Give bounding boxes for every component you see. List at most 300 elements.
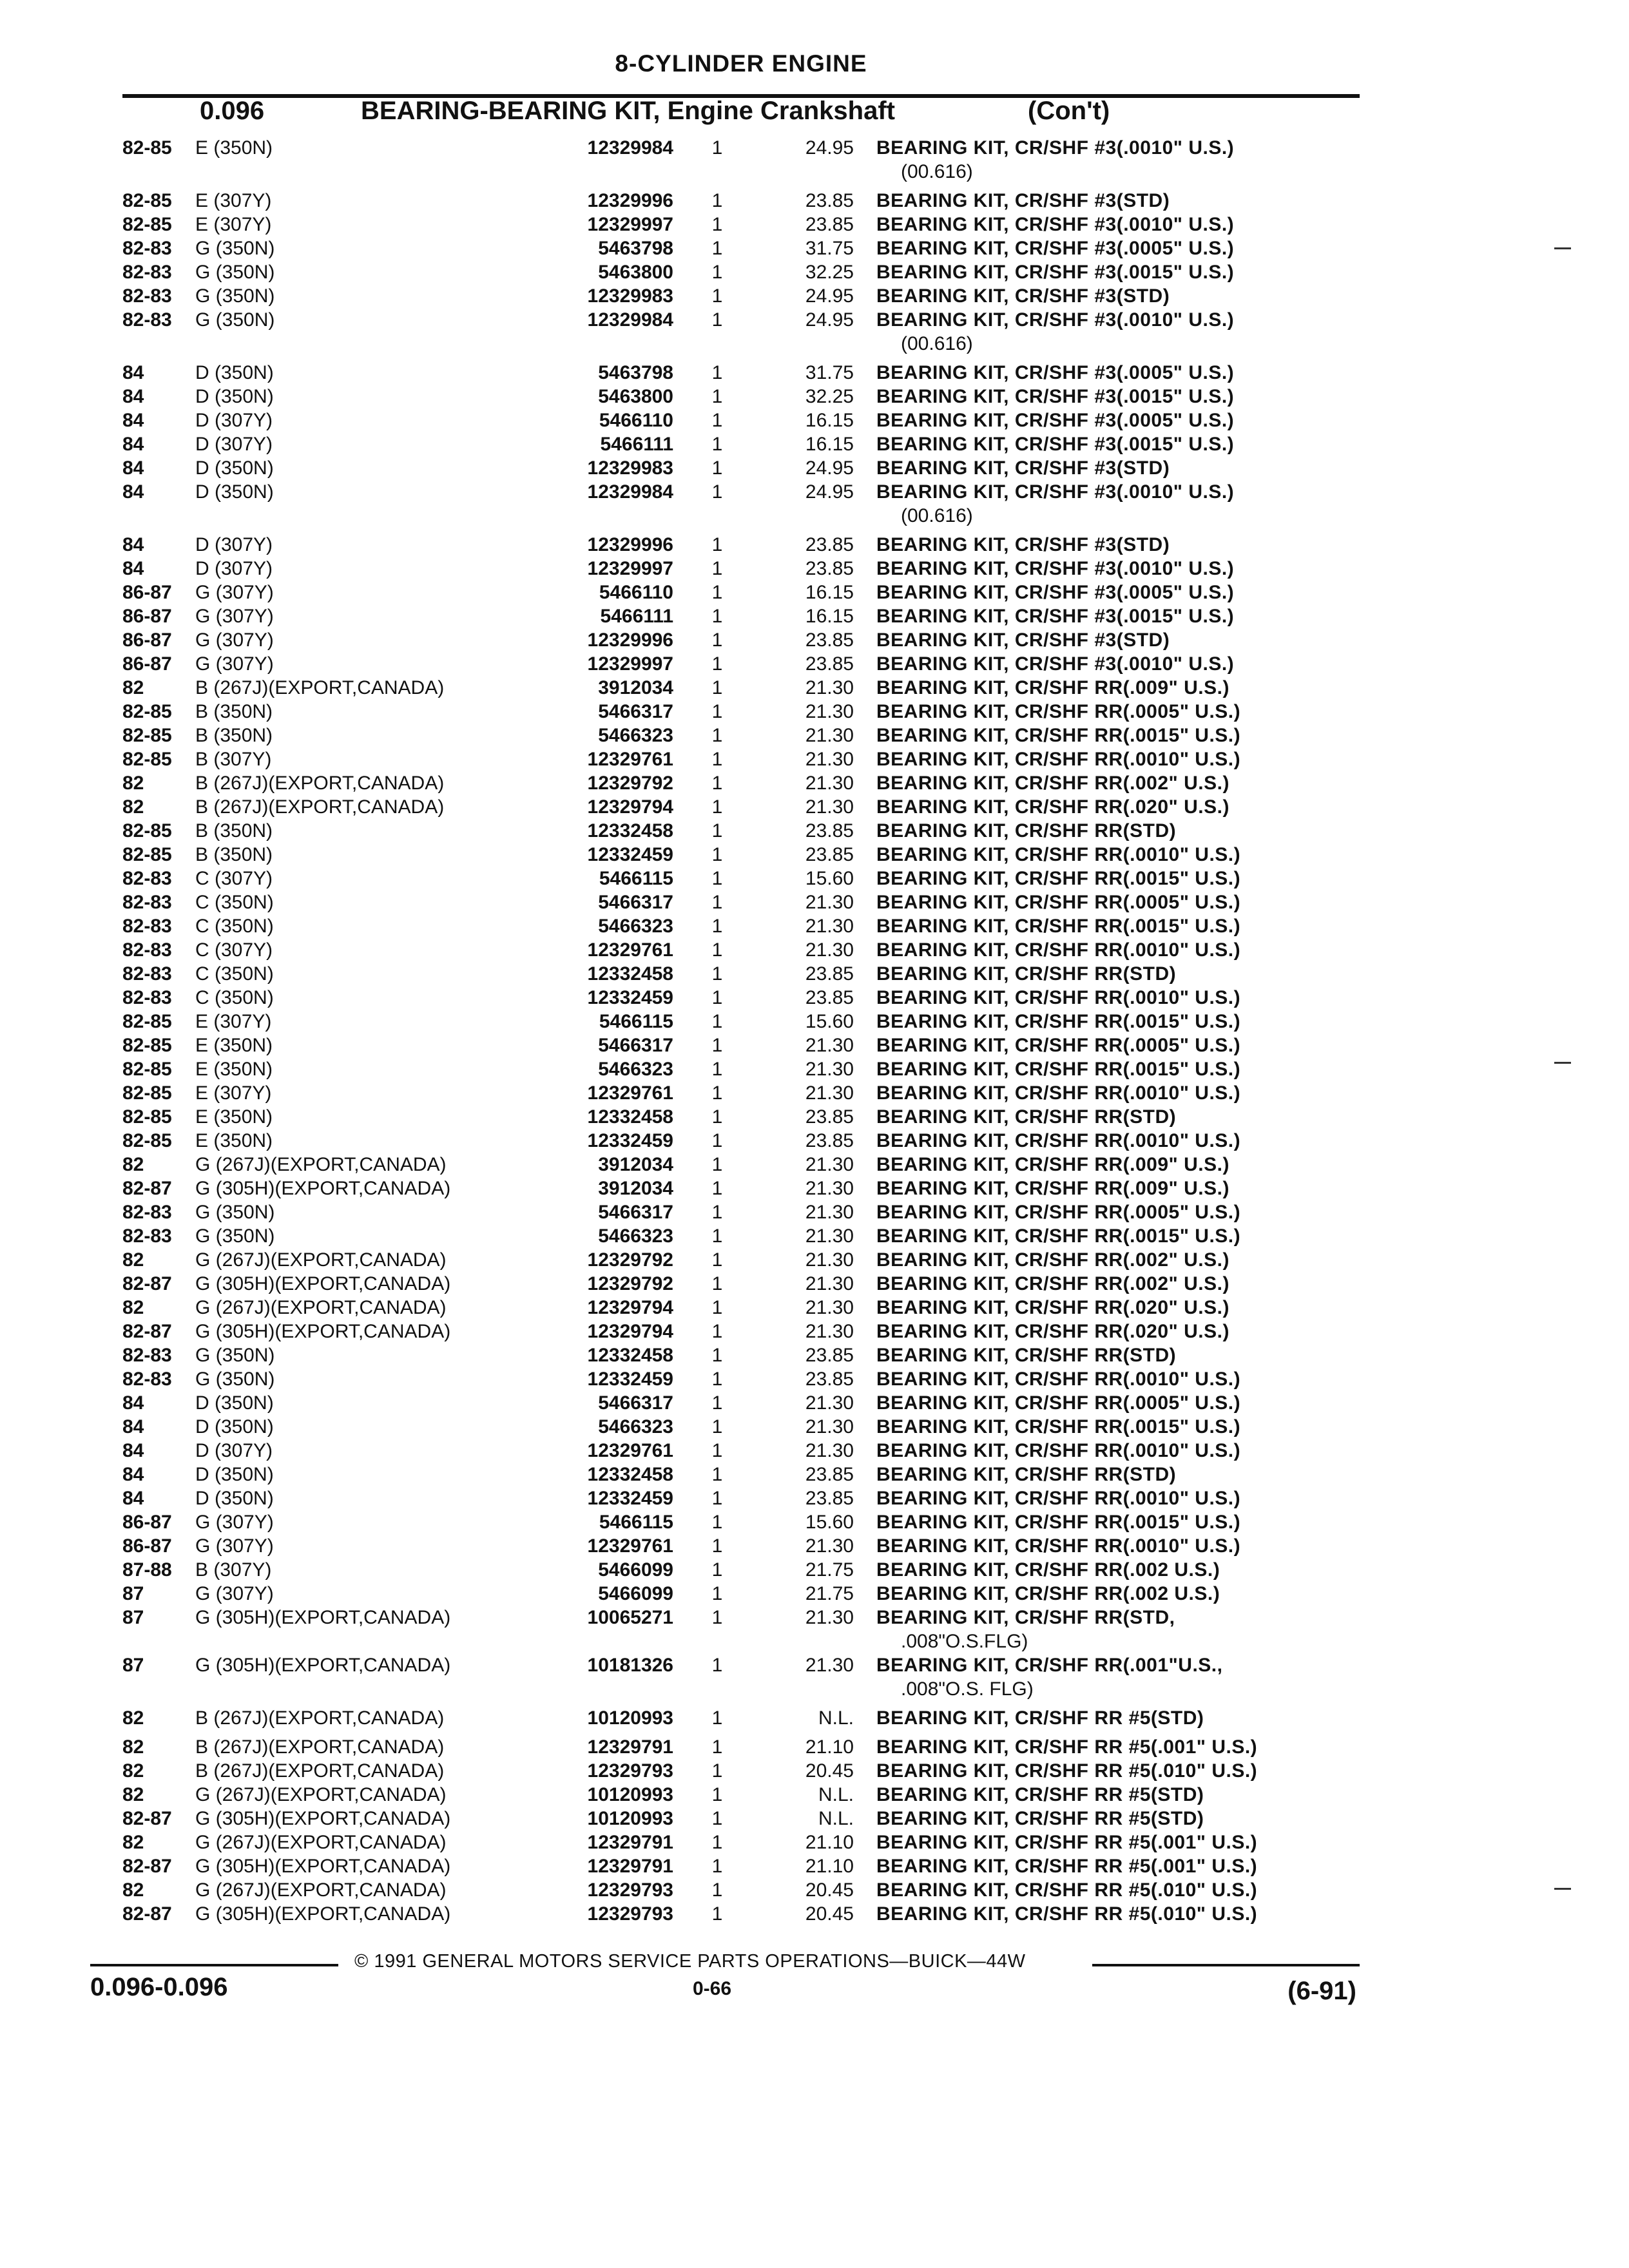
part-number: 5466115 bbox=[599, 1011, 673, 1032]
price: 21.30 bbox=[805, 1392, 854, 1414]
quantity: 1 bbox=[711, 1440, 723, 1461]
application: C (307Y) bbox=[195, 939, 273, 961]
quantity: 1 bbox=[711, 1559, 723, 1581]
part-number: 10120993 bbox=[587, 1808, 673, 1829]
price: 24.95 bbox=[805, 481, 854, 503]
model-year: 82-87 bbox=[122, 1808, 172, 1829]
part-description: BEARING KIT, CR/SHF RR(STD) bbox=[876, 1464, 1177, 1485]
part-description: BEARING KIT, CR/SHF RR #5(.001" U.S.) bbox=[876, 1736, 1258, 1758]
table-row bbox=[0, 386, 1629, 410]
price: 21.30 bbox=[805, 1416, 854, 1437]
part-description: BEARING KIT, CR/SHF RR(.0005" U.S.) bbox=[876, 892, 1241, 913]
section-range: 0.096-0.096 bbox=[90, 1973, 228, 2001]
part-number: 12332459 bbox=[587, 844, 673, 865]
quantity: 1 bbox=[711, 653, 723, 675]
part-description: BEARING KIT, CR/SHF RR #5(.001" U.S.) bbox=[876, 1832, 1258, 1853]
part-description: BEARING KIT, CR/SHF RR(.0010" U.S.) bbox=[876, 1440, 1241, 1461]
quantity: 1 bbox=[711, 1178, 723, 1199]
part-description: BEARING KIT, CR/SHF RR(.0015" U.S.) bbox=[876, 868, 1241, 889]
quantity: 1 bbox=[711, 190, 723, 211]
table-row bbox=[0, 1879, 1629, 1903]
table-row bbox=[0, 457, 1629, 481]
part-number: 5466317 bbox=[598, 1202, 673, 1223]
application: C (350N) bbox=[195, 916, 274, 937]
application: G (267J)(EXPORT,CANADA) bbox=[195, 1154, 447, 1175]
part-number: 12329984 bbox=[587, 137, 673, 159]
quantity: 1 bbox=[711, 916, 723, 937]
price: 16.15 bbox=[805, 410, 854, 431]
part-description: BEARING KIT, CR/SHF RR #5(.001" U.S.) bbox=[876, 1856, 1258, 1877]
model-year: 82 bbox=[122, 1297, 144, 1318]
table-row bbox=[0, 1808, 1629, 1832]
application: D (307Y) bbox=[195, 410, 273, 431]
application: E (307Y) bbox=[195, 190, 272, 211]
margin-mark bbox=[1554, 1062, 1571, 1064]
model-year: 82-85 bbox=[122, 725, 172, 746]
price: 23.85 bbox=[805, 1130, 854, 1151]
part-number: 12332459 bbox=[587, 1488, 673, 1509]
table-row bbox=[0, 1707, 1629, 1731]
application: G (267J)(EXPORT,CANADA) bbox=[195, 1297, 447, 1318]
application: G (350N) bbox=[195, 238, 275, 259]
page-footer bbox=[90, 1946, 1360, 2023]
part-number: 5466323 bbox=[598, 725, 673, 746]
part-number: 12329761 bbox=[587, 749, 673, 770]
model-year: 84 bbox=[122, 362, 144, 383]
part-description: BEARING KIT, CR/SHF RR(STD) bbox=[876, 1106, 1177, 1128]
part-number: 12329792 bbox=[587, 773, 673, 794]
model-year: 84 bbox=[122, 386, 144, 407]
quantity: 1 bbox=[711, 868, 723, 889]
application: E (307Y) bbox=[195, 1082, 272, 1104]
part-number: 12329791 bbox=[587, 1832, 673, 1853]
price: 21.30 bbox=[805, 701, 854, 722]
part-number: 5466099 bbox=[598, 1559, 673, 1581]
application: C (307Y) bbox=[195, 868, 273, 889]
table-row bbox=[0, 796, 1629, 820]
quantity: 1 bbox=[711, 1249, 723, 1271]
table-row bbox=[0, 1535, 1629, 1559]
application: D (350N) bbox=[195, 481, 274, 503]
quantity: 1 bbox=[711, 534, 723, 555]
part-description: BEARING KIT, CR/SHF #3(.0015" U.S.) bbox=[876, 434, 1235, 455]
application: B (267J)(EXPORT,CANADA) bbox=[195, 1736, 445, 1758]
quantity: 1 bbox=[711, 1416, 723, 1437]
application: G (307Y) bbox=[195, 653, 274, 675]
part-description: BEARING KIT, CR/SHF RR(.0015" U.S.) bbox=[876, 1225, 1241, 1247]
application: D (307Y) bbox=[195, 534, 273, 555]
model-year: 82-85 bbox=[122, 701, 172, 722]
model-year: 82-87 bbox=[122, 1273, 172, 1294]
model-year: 82-85 bbox=[122, 137, 172, 159]
part-description: BEARING KIT, CR/SHF RR(.0005" U.S.) bbox=[876, 1202, 1241, 1223]
part-description: BEARING KIT, CR/SHF RR(.0010" U.S.) bbox=[876, 1488, 1241, 1509]
part-description: BEARING KIT, CR/SHF RR(.002" U.S.) bbox=[876, 1249, 1229, 1271]
part-description: BEARING KIT, CR/SHF RR(.0010" U.S.) bbox=[876, 844, 1241, 865]
price: 23.85 bbox=[805, 1488, 854, 1509]
table-row bbox=[0, 214, 1629, 238]
price: 23.85 bbox=[805, 214, 854, 235]
part-description: BEARING KIT, CR/SHF RR(STD) bbox=[876, 820, 1177, 841]
application: G (350N) bbox=[195, 1345, 275, 1366]
model-year: 82-85 bbox=[122, 190, 172, 211]
part-number: 5466317 bbox=[598, 701, 673, 722]
part-number: 12329794 bbox=[587, 1321, 673, 1342]
model-year: 82 bbox=[122, 1154, 144, 1175]
part-number: 12329794 bbox=[587, 796, 673, 818]
quantity: 1 bbox=[711, 1808, 723, 1829]
price: 23.85 bbox=[805, 987, 854, 1008]
table-row bbox=[0, 285, 1629, 309]
table-row-continuation bbox=[0, 1631, 1629, 1655]
quantity: 1 bbox=[711, 1903, 723, 1925]
table-row bbox=[0, 238, 1629, 262]
table-row bbox=[0, 1035, 1629, 1059]
application: G (350N) bbox=[195, 309, 275, 331]
part-number: 12329792 bbox=[587, 1249, 673, 1271]
part-description-continued: .008"O.S.FLG) bbox=[901, 1631, 1028, 1652]
quantity: 1 bbox=[711, 1035, 723, 1056]
quantity: 1 bbox=[711, 963, 723, 985]
quantity: 1 bbox=[711, 1345, 723, 1366]
part-description: BEARING KIT, CR/SHF RR(.0010" U.S.) bbox=[876, 1130, 1241, 1151]
model-year: 82-83 bbox=[122, 309, 172, 331]
margin-mark bbox=[1554, 1888, 1571, 1890]
model-year: 84 bbox=[122, 410, 144, 431]
table-row-continuation bbox=[0, 333, 1629, 357]
table-row bbox=[0, 1607, 1629, 1631]
quantity: 1 bbox=[711, 987, 723, 1008]
application: C (350N) bbox=[195, 892, 274, 913]
model-year: 86-87 bbox=[122, 582, 172, 603]
part-description: BEARING KIT, CR/SHF #3(.0010" U.S.) bbox=[876, 214, 1235, 235]
part-description: BEARING KIT, CR/SHF #3(STD) bbox=[876, 534, 1170, 555]
part-number: 5466110 bbox=[599, 582, 673, 603]
price: 24.95 bbox=[805, 137, 854, 159]
model-year: 82 bbox=[122, 773, 144, 794]
application: B (307Y) bbox=[195, 1559, 272, 1581]
table-row bbox=[0, 629, 1629, 653]
part-description: BEARING KIT, CR/SHF RR(.0010" U.S.) bbox=[876, 939, 1241, 961]
price: N.L. bbox=[818, 1784, 854, 1805]
table-row-continuation bbox=[0, 505, 1629, 529]
part-description: BEARING KIT, CR/SHF RR(.002" U.S.) bbox=[876, 773, 1229, 794]
part-number: 3912034 bbox=[598, 677, 673, 698]
price: 24.95 bbox=[805, 457, 854, 479]
application: G (305H)(EXPORT,CANADA) bbox=[195, 1808, 451, 1829]
price: 20.45 bbox=[805, 1760, 854, 1782]
part-description: BEARING KIT, CR/SHF RR(.0010" U.S.) bbox=[876, 1082, 1241, 1104]
model-year: 86-87 bbox=[122, 1535, 172, 1557]
part-number: 12332458 bbox=[587, 1464, 673, 1485]
part-number: 5463798 bbox=[598, 238, 673, 259]
model-year: 84 bbox=[122, 434, 144, 455]
price: 23.85 bbox=[805, 1106, 854, 1128]
table-row-continuation bbox=[0, 1678, 1629, 1702]
model-year: 82-87 bbox=[122, 1178, 172, 1199]
application: B (267J)(EXPORT,CANADA) bbox=[195, 773, 445, 794]
quantity: 1 bbox=[711, 386, 723, 407]
quantity: 1 bbox=[711, 137, 723, 159]
part-description: BEARING KIT, CR/SHF #3(.0010" U.S.) bbox=[876, 309, 1235, 331]
quantity: 1 bbox=[711, 309, 723, 331]
application: E (350N) bbox=[195, 1130, 273, 1151]
table-row bbox=[0, 773, 1629, 796]
price: 21.30 bbox=[805, 725, 854, 746]
quantity: 1 bbox=[711, 1856, 723, 1877]
model-year: 82 bbox=[122, 1832, 144, 1853]
section-description: BEARING-BEARING KIT, Engine Crankshaft bbox=[361, 97, 895, 125]
table-row bbox=[0, 1321, 1629, 1345]
table-row bbox=[0, 1655, 1629, 1678]
table-row bbox=[0, 1082, 1629, 1106]
model-year: 82 bbox=[122, 1784, 144, 1805]
model-year: 82-83 bbox=[122, 1369, 172, 1390]
price: 15.60 bbox=[805, 1512, 854, 1533]
model-year: 82-85 bbox=[122, 1082, 172, 1104]
model-year: 82 bbox=[122, 796, 144, 818]
part-number: 5466099 bbox=[598, 1583, 673, 1604]
application: B (267J)(EXPORT,CANADA) bbox=[195, 677, 445, 698]
table-row bbox=[0, 362, 1629, 386]
part-description: BEARING KIT, CR/SHF RR(.0015" U.S.) bbox=[876, 1512, 1241, 1533]
application: G (307Y) bbox=[195, 606, 274, 627]
price: 21.30 bbox=[805, 1082, 854, 1104]
quantity: 1 bbox=[711, 1760, 723, 1782]
application: D (350N) bbox=[195, 1488, 274, 1509]
model-year: 86-87 bbox=[122, 1512, 172, 1533]
model-year: 82 bbox=[122, 1707, 144, 1729]
quantity: 1 bbox=[711, 1464, 723, 1485]
quantity: 1 bbox=[711, 262, 723, 283]
part-number: 5466323 bbox=[598, 1059, 673, 1080]
part-number: 5466317 bbox=[598, 892, 673, 913]
application: G (350N) bbox=[195, 1369, 275, 1390]
part-description: BEARING KIT, CR/SHF RR(.020" U.S.) bbox=[876, 1297, 1229, 1318]
part-number: 5466323 bbox=[598, 1225, 673, 1247]
table-row bbox=[0, 434, 1629, 457]
table-row bbox=[0, 1273, 1629, 1297]
price: 20.45 bbox=[805, 1903, 854, 1925]
quantity: 1 bbox=[711, 1011, 723, 1032]
revision-date: (6-91) bbox=[1287, 1977, 1356, 2005]
table-row bbox=[0, 868, 1629, 892]
page-header bbox=[122, 50, 1360, 98]
application: B (267J)(EXPORT,CANADA) bbox=[195, 796, 445, 818]
part-number: 5466111 bbox=[600, 606, 673, 627]
application: B (350N) bbox=[195, 701, 273, 722]
part-description: BEARING KIT, CR/SHF RR(.002" U.S.) bbox=[876, 1273, 1229, 1294]
table-row bbox=[0, 987, 1629, 1011]
model-year: 82-85 bbox=[122, 1130, 172, 1151]
quantity: 1 bbox=[711, 1512, 723, 1533]
application: B (350N) bbox=[195, 844, 273, 865]
copyright-line: © 1991 GENERAL MOTORS SERVICE PARTS OPERATIONS—BUICK—44W bbox=[354, 1951, 1026, 1972]
quantity: 1 bbox=[711, 410, 723, 431]
table-row bbox=[0, 309, 1629, 333]
footer-rule bbox=[1092, 1964, 1360, 1966]
model-year: 84 bbox=[122, 1488, 144, 1509]
model-year: 82 bbox=[122, 1879, 144, 1901]
table-row bbox=[0, 1130, 1629, 1154]
price: 21.30 bbox=[805, 796, 854, 818]
application: G (267J)(EXPORT,CANADA) bbox=[195, 1832, 447, 1853]
model-year: 82-83 bbox=[122, 1225, 172, 1247]
price: 23.85 bbox=[805, 1464, 854, 1485]
table-row bbox=[0, 1856, 1629, 1879]
quantity: 1 bbox=[711, 1583, 723, 1604]
table-row bbox=[0, 1202, 1629, 1225]
part-description: BEARING KIT, CR/SHF RR(.009" U.S.) bbox=[876, 677, 1229, 698]
price: 21.75 bbox=[805, 1559, 854, 1581]
price: 23.85 bbox=[805, 1345, 854, 1366]
quantity: 1 bbox=[711, 820, 723, 841]
part-description: BEARING KIT, CR/SHF #3(.0005" U.S.) bbox=[876, 582, 1235, 603]
application: E (350N) bbox=[195, 1059, 273, 1080]
part-number: 12329997 bbox=[587, 214, 673, 235]
price: 23.85 bbox=[805, 558, 854, 579]
page-number: 0-66 bbox=[693, 1978, 732, 1999]
part-description: BEARING KIT, CR/SHF #3(.0005" U.S.) bbox=[876, 362, 1235, 383]
part-description: BEARING KIT, CR/SHF RR(STD, bbox=[876, 1607, 1175, 1628]
quantity: 1 bbox=[711, 1369, 723, 1390]
quantity: 1 bbox=[711, 1273, 723, 1294]
part-number: 12329997 bbox=[587, 653, 673, 675]
model-year: 82-85 bbox=[122, 1035, 172, 1056]
price: 21.75 bbox=[805, 1583, 854, 1604]
part-description: BEARING KIT, CR/SHF RR(.001"U.S., bbox=[876, 1655, 1223, 1676]
application: G (307Y) bbox=[195, 1583, 274, 1604]
price: 21.30 bbox=[805, 939, 854, 961]
model-year: 87-88 bbox=[122, 1559, 172, 1581]
part-number: 12329791 bbox=[587, 1736, 673, 1758]
quantity: 1 bbox=[711, 1321, 723, 1342]
page-title: 8-CYLINDER ENGINE bbox=[615, 50, 867, 77]
application: G (350N) bbox=[195, 1202, 275, 1223]
part-number: 5466317 bbox=[598, 1035, 673, 1056]
application: G (350N) bbox=[195, 285, 275, 307]
quantity: 1 bbox=[711, 701, 723, 722]
application: D (307Y) bbox=[195, 558, 273, 579]
model-year: 82-85 bbox=[122, 1106, 172, 1128]
section-code: 0.096 bbox=[200, 97, 265, 125]
price: 23.85 bbox=[805, 653, 854, 675]
part-number: 12329983 bbox=[587, 457, 673, 479]
model-year: 84 bbox=[122, 1416, 144, 1437]
price: 21.30 bbox=[805, 892, 854, 913]
application: G (305H)(EXPORT,CANADA) bbox=[195, 1856, 451, 1877]
quantity: 1 bbox=[711, 1879, 723, 1901]
part-description: BEARING KIT, CR/SHF RR(.0010" U.S.) bbox=[876, 1369, 1241, 1390]
part-number: 12332459 bbox=[587, 1369, 673, 1390]
model-year: 82-83 bbox=[122, 963, 172, 985]
table-row bbox=[0, 725, 1629, 749]
table-row bbox=[0, 1736, 1629, 1760]
price: 23.85 bbox=[805, 1369, 854, 1390]
quantity: 1 bbox=[711, 1655, 723, 1676]
model-year: 82-87 bbox=[122, 1321, 172, 1342]
model-year: 82 bbox=[122, 677, 144, 698]
part-description: BEARING KIT, CR/SHF RR(STD) bbox=[876, 1345, 1177, 1366]
quantity: 1 bbox=[711, 1488, 723, 1509]
part-number: 12329984 bbox=[587, 309, 673, 331]
part-description: BEARING KIT, CR/SHF #3(STD) bbox=[876, 285, 1170, 307]
quantity: 1 bbox=[711, 1225, 723, 1247]
application: C (350N) bbox=[195, 987, 274, 1008]
part-number: 12329761 bbox=[587, 1535, 673, 1557]
application: G (305H)(EXPORT,CANADA) bbox=[195, 1607, 451, 1628]
model-year: 82-85 bbox=[122, 1059, 172, 1080]
application: G (305H)(EXPORT,CANADA) bbox=[195, 1655, 451, 1676]
application: B (350N) bbox=[195, 820, 273, 841]
price: 21.30 bbox=[805, 1035, 854, 1056]
price: 23.85 bbox=[805, 190, 854, 211]
price: 31.75 bbox=[805, 362, 854, 383]
table-row bbox=[0, 916, 1629, 939]
part-number: 12329792 bbox=[587, 1273, 673, 1294]
application: D (350N) bbox=[195, 457, 274, 479]
model-year: 82-85 bbox=[122, 820, 172, 841]
table-row bbox=[0, 1154, 1629, 1178]
model-year: 82-87 bbox=[122, 1903, 172, 1925]
quantity: 1 bbox=[711, 629, 723, 651]
table-row bbox=[0, 1559, 1629, 1583]
part-description: BEARING KIT, CR/SHF #3(.0010" U.S.) bbox=[876, 137, 1235, 159]
price: 32.25 bbox=[805, 386, 854, 407]
application: G (307Y) bbox=[195, 629, 274, 651]
table-row bbox=[0, 677, 1629, 701]
table-row bbox=[0, 1416, 1629, 1440]
part-description: BEARING KIT, CR/SHF #3(.0010" U.S.) bbox=[876, 558, 1235, 579]
application: B (267J)(EXPORT,CANADA) bbox=[195, 1707, 445, 1729]
application: E (350N) bbox=[195, 1106, 273, 1128]
table-row bbox=[0, 1440, 1629, 1464]
price: 21.30 bbox=[805, 1297, 854, 1318]
application: D (350N) bbox=[195, 1416, 274, 1437]
part-number: 10120993 bbox=[587, 1707, 673, 1729]
part-number: 5466111 bbox=[600, 434, 673, 455]
price: 23.85 bbox=[805, 629, 854, 651]
price: 20.45 bbox=[805, 1879, 854, 1901]
quantity: 1 bbox=[711, 939, 723, 961]
table-row-continuation bbox=[0, 161, 1629, 185]
part-number: 5466115 bbox=[599, 868, 673, 889]
quantity: 1 bbox=[711, 1082, 723, 1104]
part-number: 12329761 bbox=[587, 939, 673, 961]
table-row bbox=[0, 606, 1629, 629]
price: 16.15 bbox=[805, 606, 854, 627]
part-number: 5466323 bbox=[598, 916, 673, 937]
table-row bbox=[0, 1369, 1629, 1392]
part-description: BEARING KIT, CR/SHF RR(.0015" U.S.) bbox=[876, 916, 1241, 937]
margin-mark bbox=[1554, 247, 1571, 249]
quantity: 1 bbox=[711, 1130, 723, 1151]
price: 31.75 bbox=[805, 238, 854, 259]
model-year: 87 bbox=[122, 1607, 144, 1628]
part-description: BEARING KIT, CR/SHF RR(.009" U.S.) bbox=[876, 1154, 1229, 1175]
table-row bbox=[0, 1059, 1629, 1082]
quantity: 1 bbox=[711, 1736, 723, 1758]
part-number: 10181326 bbox=[587, 1655, 673, 1676]
table-row bbox=[0, 939, 1629, 963]
section-heading bbox=[200, 97, 1360, 131]
application: B (267J)(EXPORT,CANADA) bbox=[195, 1760, 445, 1782]
application: D (307Y) bbox=[195, 1440, 273, 1461]
part-number: 3912034 bbox=[598, 1178, 673, 1199]
table-row bbox=[0, 481, 1629, 505]
table-row bbox=[0, 1512, 1629, 1535]
price: 21.30 bbox=[805, 1249, 854, 1271]
